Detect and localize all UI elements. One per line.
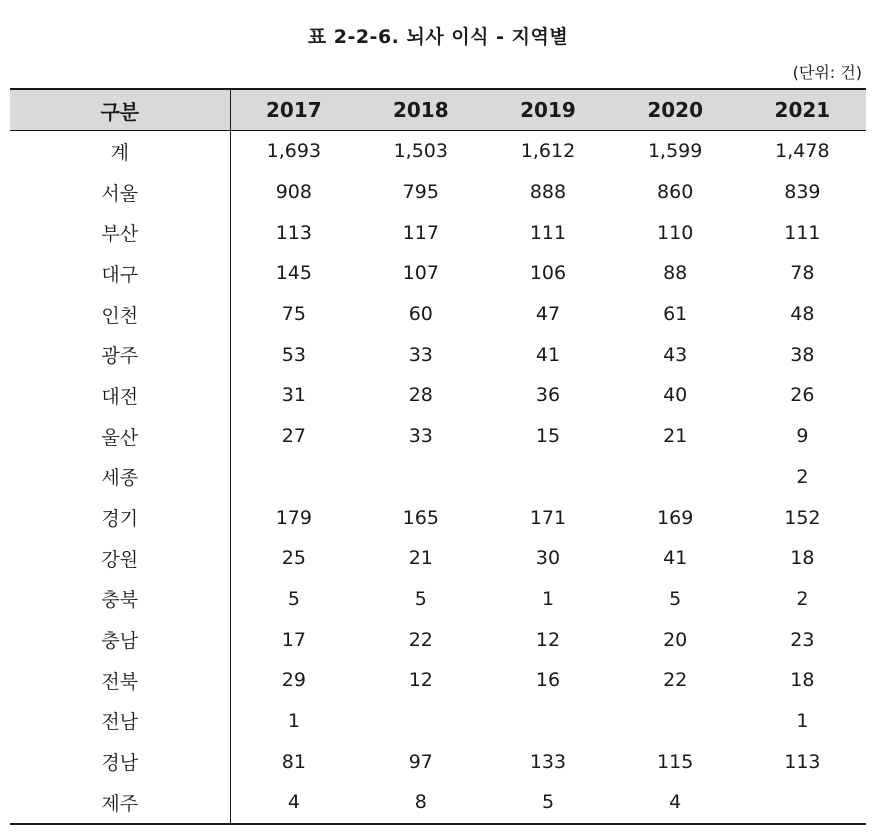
value-cell: 12	[408, 669, 433, 692]
value-cell: 9	[796, 425, 809, 448]
header-row	[10, 89, 866, 131]
value-cell: 107	[402, 262, 439, 285]
value-cell: 860	[657, 181, 694, 204]
value-cell: 61	[663, 303, 688, 326]
value-cell: 1,693	[266, 140, 322, 163]
table-row	[10, 619, 866, 660]
value-cell: 22	[408, 628, 433, 651]
value-cell: 28	[408, 384, 433, 407]
transplant-by-region-table	[10, 88, 866, 825]
value-cell: 110	[657, 221, 694, 244]
value-cell: 18	[790, 547, 815, 570]
region-cell: 울산	[10, 416, 230, 457]
value-cell: 23	[790, 628, 815, 651]
value-cell: 1,612	[520, 140, 576, 163]
value-cell: 53	[281, 343, 306, 366]
value-cell: 4	[612, 782, 739, 824]
value-cell: 43	[663, 343, 688, 366]
table-body	[10, 131, 866, 824]
value-cell	[612, 457, 739, 498]
value-cell	[739, 782, 866, 824]
value-cell: 30	[535, 547, 561, 570]
table-row	[10, 416, 866, 457]
value-cell: 115	[657, 750, 694, 773]
table-row	[10, 538, 866, 579]
header-year: 2018	[357, 89, 484, 131]
value-cell: 5	[287, 587, 300, 610]
table-row	[10, 457, 866, 498]
value-cell: 165	[402, 506, 439, 529]
value-cell: 1	[287, 709, 300, 732]
table-row	[10, 782, 866, 824]
value-cell: 48	[790, 303, 815, 326]
region-cell: 경기	[10, 497, 230, 538]
region-cell: 충남	[10, 619, 230, 660]
region-cell: 계	[10, 131, 230, 172]
value-cell: 111	[529, 221, 567, 244]
value-cell: 26	[790, 384, 815, 407]
value-cell: 2	[796, 587, 809, 610]
value-cell: 15	[535, 425, 561, 448]
header-year: 2017	[230, 89, 357, 131]
value-cell: 795	[402, 181, 439, 204]
region-cell: 전북	[10, 660, 230, 701]
value-cell	[357, 457, 484, 498]
value-cell	[357, 701, 484, 742]
table-title: 표 2-2-6. 뇌사 이식 - 지역별	[307, 26, 569, 48]
value-cell: 5	[669, 587, 682, 610]
value-cell: 41	[663, 547, 688, 570]
value-cell: 1,478	[775, 140, 830, 163]
value-cell: 169	[657, 506, 694, 529]
table-row	[10, 253, 866, 294]
value-cell	[612, 701, 739, 742]
value-cell	[484, 457, 611, 498]
table-row	[10, 294, 866, 335]
table-row	[10, 212, 866, 253]
header-year: 2019	[484, 89, 611, 131]
value-cell: 8	[357, 782, 484, 824]
value-cell: 5	[414, 587, 427, 610]
value-cell: 33	[408, 343, 433, 366]
table-row	[10, 741, 866, 782]
table-row	[10, 131, 866, 172]
region-cell: 부산	[10, 212, 230, 253]
value-cell: 38	[790, 343, 815, 366]
value-cell: 41	[535, 343, 561, 366]
value-cell: 179	[275, 506, 312, 529]
value-cell: 21	[408, 547, 433, 570]
value-cell: 81	[281, 750, 306, 773]
value-cell: 78	[790, 262, 815, 285]
region-cell: 대전	[10, 375, 230, 416]
value-cell: 75	[281, 303, 306, 326]
value-cell: 33	[408, 425, 433, 448]
region-cell: 인천	[10, 294, 230, 335]
value-cell: 113	[275, 221, 312, 244]
region-cell: 서울	[10, 172, 230, 213]
value-cell	[484, 701, 611, 742]
value-cell: 106	[529, 262, 567, 285]
value-cell: 60	[408, 303, 433, 326]
value-cell: 133	[529, 750, 567, 773]
value-cell: 1,503	[393, 140, 448, 163]
value-cell: 117	[402, 221, 439, 244]
value-cell: 888	[529, 181, 567, 204]
table-row	[10, 660, 866, 701]
value-cell	[230, 457, 357, 498]
region-cell: 충북	[10, 579, 230, 620]
table-row	[10, 334, 866, 375]
value-cell: 31	[281, 384, 306, 407]
header-year: 2020	[612, 89, 739, 131]
region-cell: 세종	[10, 457, 230, 498]
value-cell: 88	[663, 262, 688, 285]
region-cell: 대구	[10, 253, 230, 294]
value-cell: 18	[790, 669, 815, 692]
value-cell: 4	[230, 782, 357, 824]
value-cell: 908	[275, 181, 312, 204]
unit-note: (단위: 건)	[792, 63, 862, 82]
value-cell: 17	[281, 628, 306, 651]
header-category: 구분	[10, 89, 230, 131]
region-cell: 강원	[10, 538, 230, 579]
value-cell: 2	[796, 465, 809, 488]
value-cell: 1	[541, 587, 555, 610]
value-cell: 27	[281, 425, 306, 448]
value-cell: 1,599	[647, 140, 703, 163]
value-cell: 113	[784, 750, 821, 773]
value-cell: 21	[663, 425, 688, 448]
value-cell: 152	[784, 506, 821, 529]
value-cell: 20	[663, 628, 688, 651]
value-cell: 145	[275, 262, 312, 285]
table-row	[10, 172, 866, 213]
table-row	[10, 375, 866, 416]
table-row	[10, 579, 866, 620]
value-cell: 29	[281, 669, 306, 692]
value-cell: 171	[529, 506, 567, 529]
value-cell: 40	[663, 384, 688, 407]
value-cell: 5	[484, 782, 611, 824]
value-cell: 1	[796, 709, 809, 732]
table-row	[10, 701, 866, 742]
region-cell: 경남	[10, 741, 230, 782]
value-cell: 22	[663, 669, 688, 692]
value-cell: 12	[535, 628, 561, 651]
header-year: 2021	[739, 89, 866, 131]
region-cell: 전남	[10, 701, 230, 742]
region-cell: 제주	[10, 782, 230, 824]
table-row	[10, 497, 866, 538]
value-cell: 36	[535, 384, 561, 407]
value-cell: 16	[535, 669, 561, 692]
value-cell: 839	[784, 181, 821, 204]
value-cell: 47	[535, 303, 561, 326]
value-cell: 111	[784, 221, 821, 244]
value-cell: 25	[281, 547, 306, 570]
region-cell: 광주	[10, 334, 230, 375]
value-cell: 97	[408, 750, 433, 773]
